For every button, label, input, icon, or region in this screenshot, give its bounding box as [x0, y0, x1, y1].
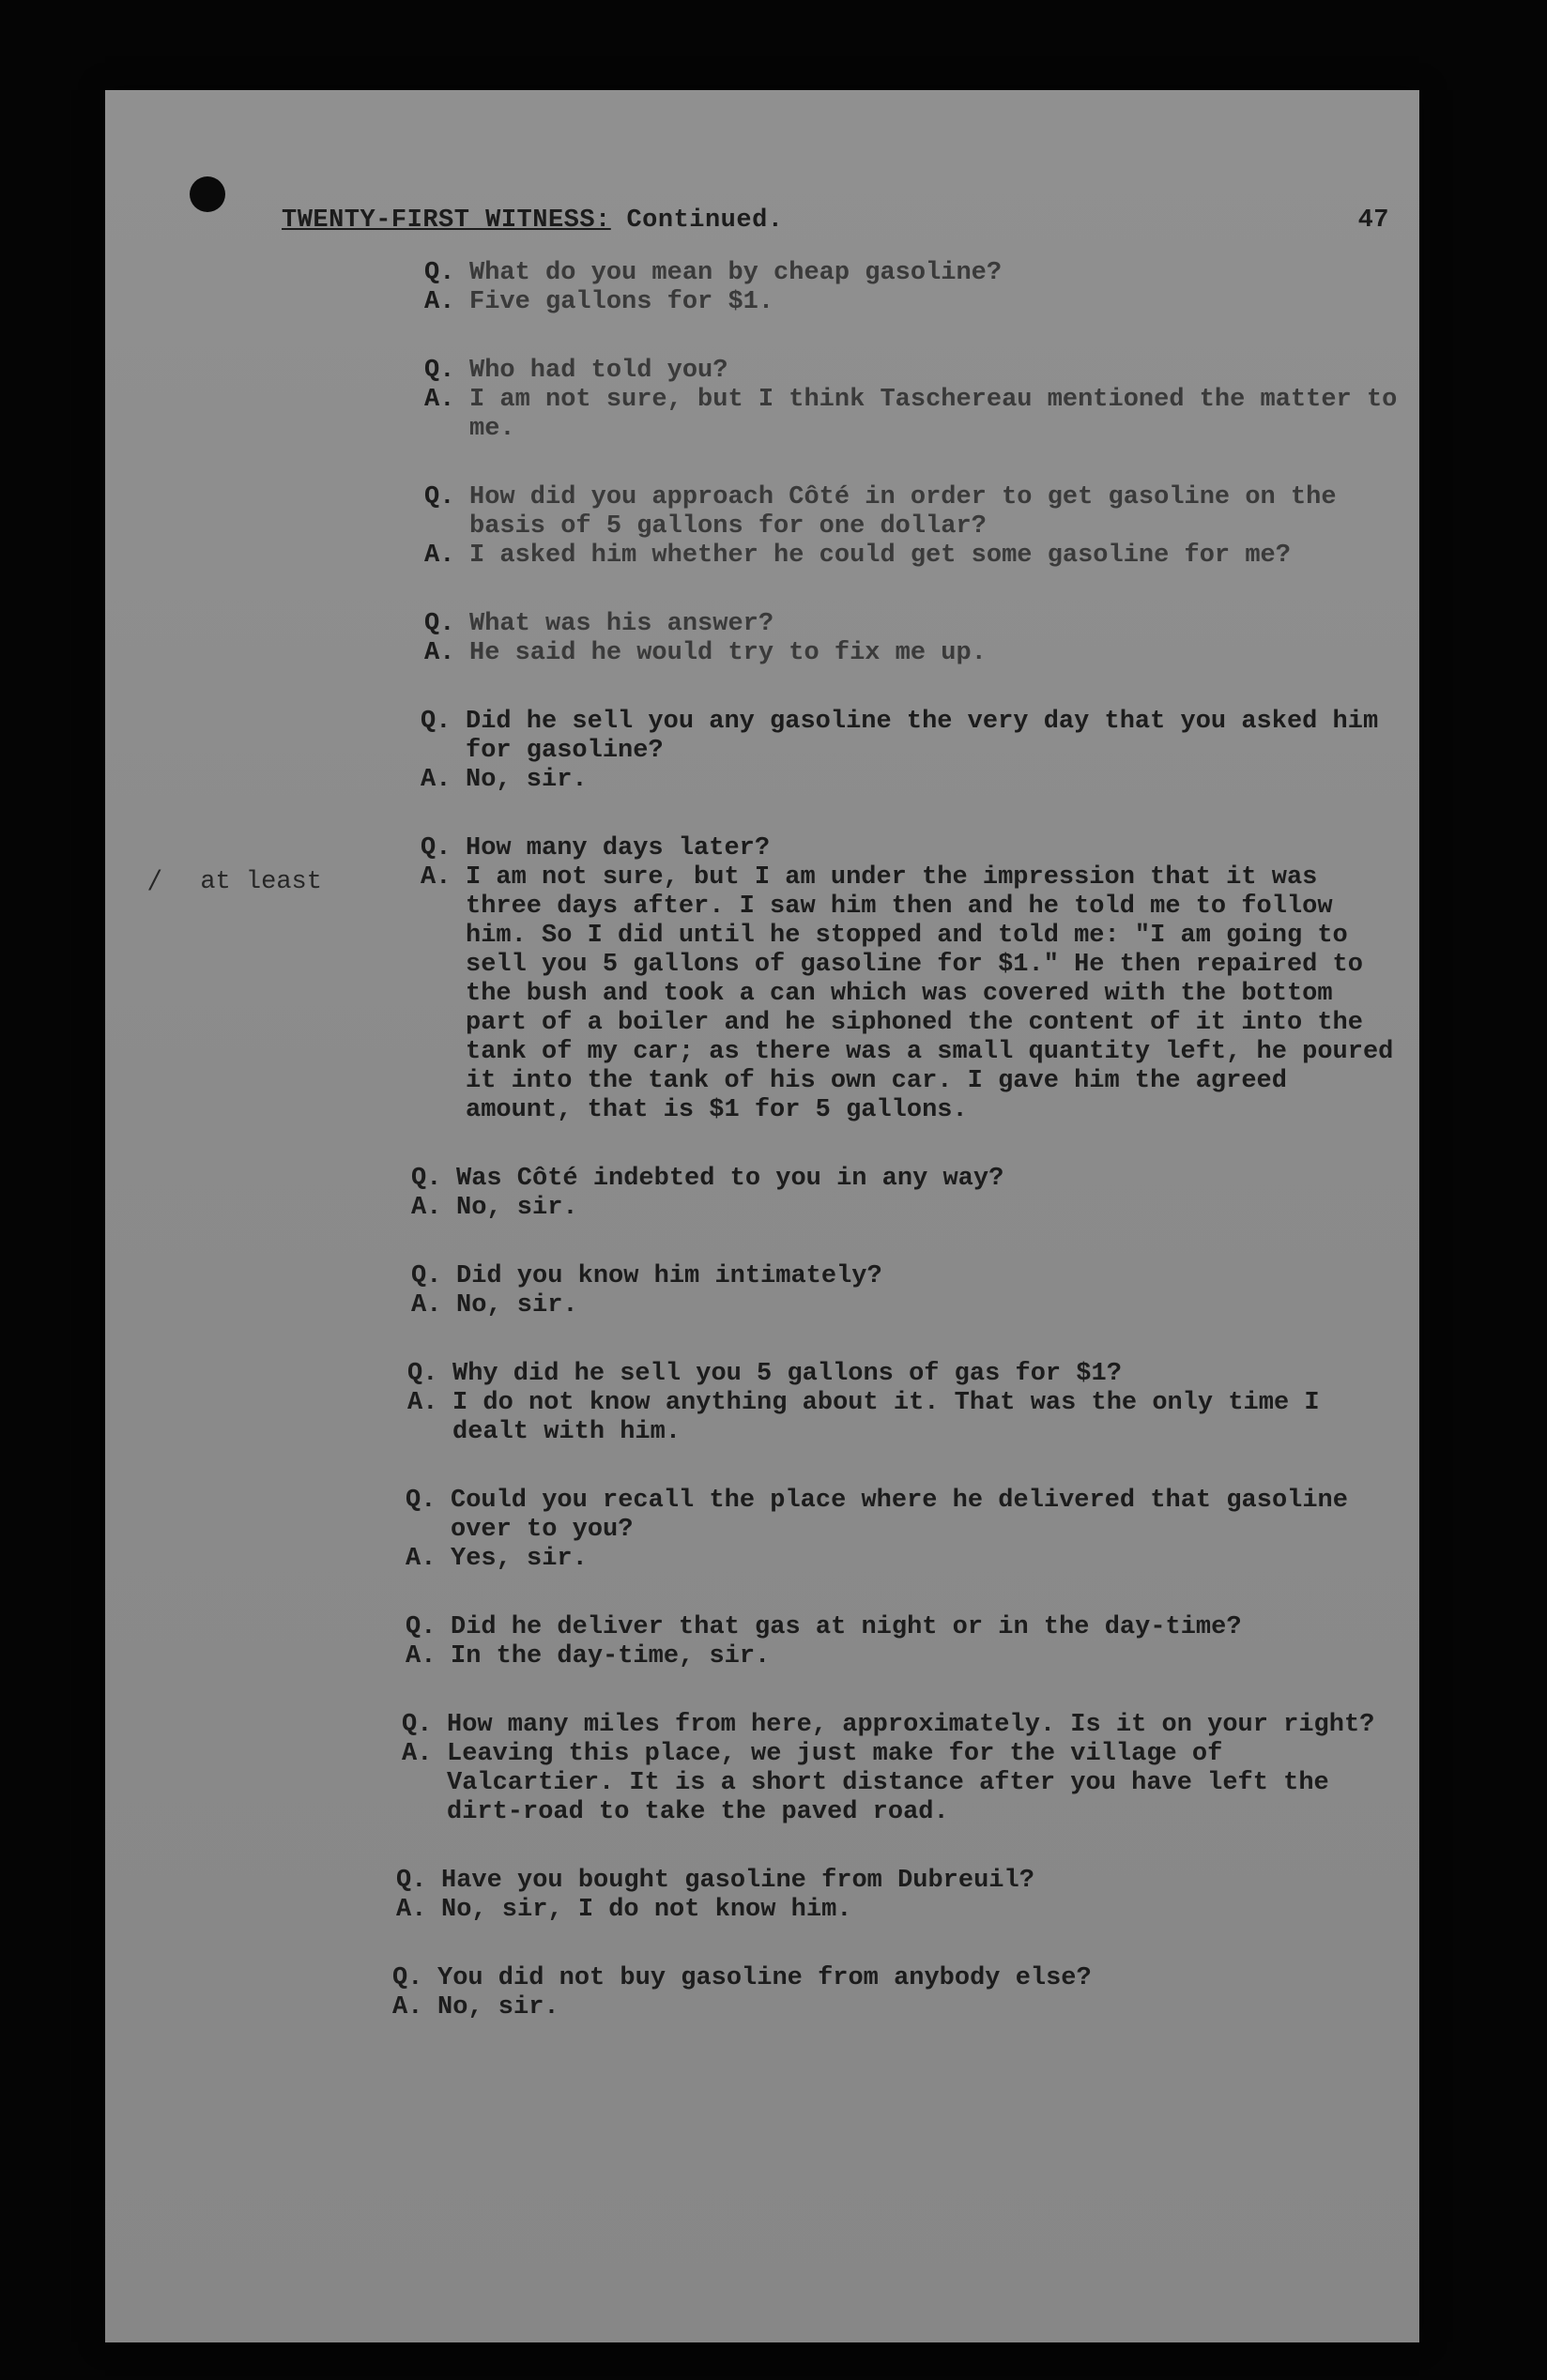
qa-pair	[402, 1711, 1401, 1827]
question-label: Q.	[396, 1867, 427, 1895]
continued-label: Continued.	[626, 206, 784, 235]
answer-line	[406, 1545, 1401, 1574]
question-label: Q.	[411, 1262, 442, 1290]
question-line	[407, 1360, 1401, 1389]
answer-text: Yes, sir.	[451, 1545, 588, 1573]
qa-pair	[407, 1360, 1401, 1447]
answer-text: No, sir.	[456, 1291, 578, 1320]
question-text: Who had told you?	[469, 357, 728, 385]
question-line	[424, 610, 1401, 639]
question-line	[421, 708, 1401, 766]
qa-pair	[406, 1487, 1401, 1574]
question-line	[424, 259, 1401, 288]
answer-text: I am not sure, but I am under the impression that it was three days after. I saw him then and he told me to follow him. So I did until he stopped and told me: "I am going to sell you 5 gallons of gasoline for $1." He then repaired to the bush and took a can which was covered with the bottom part of a boiler and he siphoned the content of it into the tank of my car; as there was a small quantity left, he poured it into the tank of his own car. I gave him the agreed amount, that is $1 for 5 gallons.	[466, 863, 1409, 1124]
question-label: Q.	[392, 1964, 423, 1992]
answer-text: I am not sure, but I think Taschereau mentioned the matter to me.	[469, 386, 1413, 443]
question-text: How did you approach Côté in order to get gasoline on the basis of 5 gallons for one dollar?	[469, 483, 1352, 541]
question-text: How many miles from here, approximately. Is it on your right?	[447, 1711, 1375, 1739]
question-label: Q.	[411, 1165, 442, 1193]
page-number: 47	[1357, 206, 1389, 235]
question-label: Q.	[406, 1613, 437, 1641]
answer-text: No, sir.	[437, 1993, 559, 2021]
question-text: Was Côté indebted to you in any way?	[456, 1165, 1004, 1193]
question-label: Q.	[406, 1487, 437, 1515]
answer-label: A.	[396, 1896, 427, 1924]
answer-label: A.	[407, 1389, 438, 1417]
question-text: You did not buy gasoline from anybody else?	[437, 1964, 1092, 1992]
qa-pair	[421, 708, 1401, 795]
qa-pair	[392, 1964, 1401, 2022]
answer-line	[407, 1389, 1401, 1447]
answer-line	[406, 1642, 1401, 1671]
question-label: Q.	[421, 708, 452, 736]
answer-line	[392, 1993, 1401, 2022]
answer-label: A.	[424, 386, 455, 414]
question-text: Did he deliver that gas at night or in the day-time?	[451, 1613, 1242, 1641]
answer-text: In the day-time, sir.	[451, 1642, 771, 1671]
question-line	[406, 1613, 1401, 1642]
insertion-mark: /	[150, 865, 160, 894]
question-text: Did you know him intimately?	[456, 1262, 882, 1290]
qa-pair	[406, 1613, 1401, 1671]
answer-text: No, sir.	[466, 766, 588, 794]
question-text: Have you bought gasoline from Dubreuil?	[441, 1867, 1034, 1895]
qa-pair	[424, 483, 1401, 571]
qa-pair	[424, 259, 1401, 317]
question-line	[421, 834, 1401, 863]
question-line	[396, 1867, 1401, 1896]
answer-text: Five gallons for $1.	[469, 288, 774, 316]
margin-annotation-text: at least	[200, 868, 322, 896]
answer-label: A.	[392, 1993, 423, 2021]
question-line	[411, 1262, 1401, 1291]
qa-pair	[396, 1867, 1401, 1925]
answer-label: A.	[411, 1291, 442, 1320]
testimony-list	[392, 259, 1413, 2062]
answer-label: A.	[406, 1545, 437, 1573]
answer-line	[424, 542, 1401, 571]
question-text: What was his answer?	[469, 610, 774, 638]
page-header	[282, 206, 1389, 235]
qa-pair	[424, 357, 1413, 444]
answer-line	[424, 639, 1401, 668]
question-line	[402, 1711, 1401, 1740]
question-line	[424, 357, 1401, 386]
answer-label: A.	[411, 1194, 442, 1222]
answer-label: A.	[424, 639, 455, 667]
answer-line	[411, 1291, 1401, 1320]
answer-text: No, sir.	[456, 1194, 578, 1222]
question-label: Q.	[402, 1711, 433, 1739]
answer-text: He said he would try to fix me up.	[469, 639, 987, 667]
question-text: Did he sell you any gasoline the very day that you asked him for gasoline?	[466, 708, 1394, 765]
answer-line	[424, 386, 1413, 444]
section-title: TWENTY-FIRST WITNESS:	[282, 206, 611, 235]
question-label: Q.	[421, 834, 452, 862]
answer-label: A.	[421, 863, 452, 892]
question-label: Q.	[424, 259, 455, 287]
answer-line	[421, 863, 1409, 1125]
qa-pair	[424, 610, 1401, 668]
answer-line	[421, 766, 1401, 795]
question-label: Q.	[424, 483, 455, 511]
question-line	[392, 1964, 1401, 1993]
question-text: Why did he sell you 5 gallons of gas for $1?	[452, 1360, 1122, 1388]
answer-label: A.	[421, 766, 452, 794]
question-label: Q.	[407, 1360, 438, 1388]
question-text: What do you mean by cheap gasoline?	[469, 259, 1003, 287]
answer-label: A.	[402, 1740, 433, 1768]
answer-line	[396, 1896, 1401, 1925]
question-line	[411, 1165, 1401, 1194]
answer-label: A.	[424, 288, 455, 316]
answer-text: I asked him whether he could get some gasoline for me?	[469, 542, 1291, 570]
answer-text: No, sir, I do not know him.	[441, 1896, 852, 1924]
question-text: Could you recall the place where he delivered that gasoline over to you?	[451, 1487, 1364, 1544]
answer-line	[411, 1194, 1401, 1223]
answer-label: A.	[406, 1642, 437, 1671]
question-label: Q.	[424, 610, 455, 638]
question-label: Q.	[424, 357, 455, 385]
answer-line	[402, 1740, 1401, 1827]
question-line	[424, 483, 1401, 542]
document-page	[105, 90, 1419, 2342]
margin-annotation	[150, 865, 322, 896]
punch-hole	[190, 176, 225, 212]
question-line	[406, 1487, 1401, 1545]
qa-pair	[421, 834, 1409, 1125]
answer-line	[424, 288, 1401, 317]
question-text: How many days later?	[466, 834, 771, 862]
answer-text: Leaving this place, we just make for the village of Valcartier. It is a short distance after you have left the dirt-road to take the paved road.	[447, 1740, 1344, 1826]
answer-text: I do not know anything about it. That was the only time I dealt with him.	[452, 1389, 1335, 1446]
qa-pair	[411, 1165, 1401, 1223]
qa-pair	[411, 1262, 1401, 1320]
answer-label: A.	[424, 542, 455, 570]
